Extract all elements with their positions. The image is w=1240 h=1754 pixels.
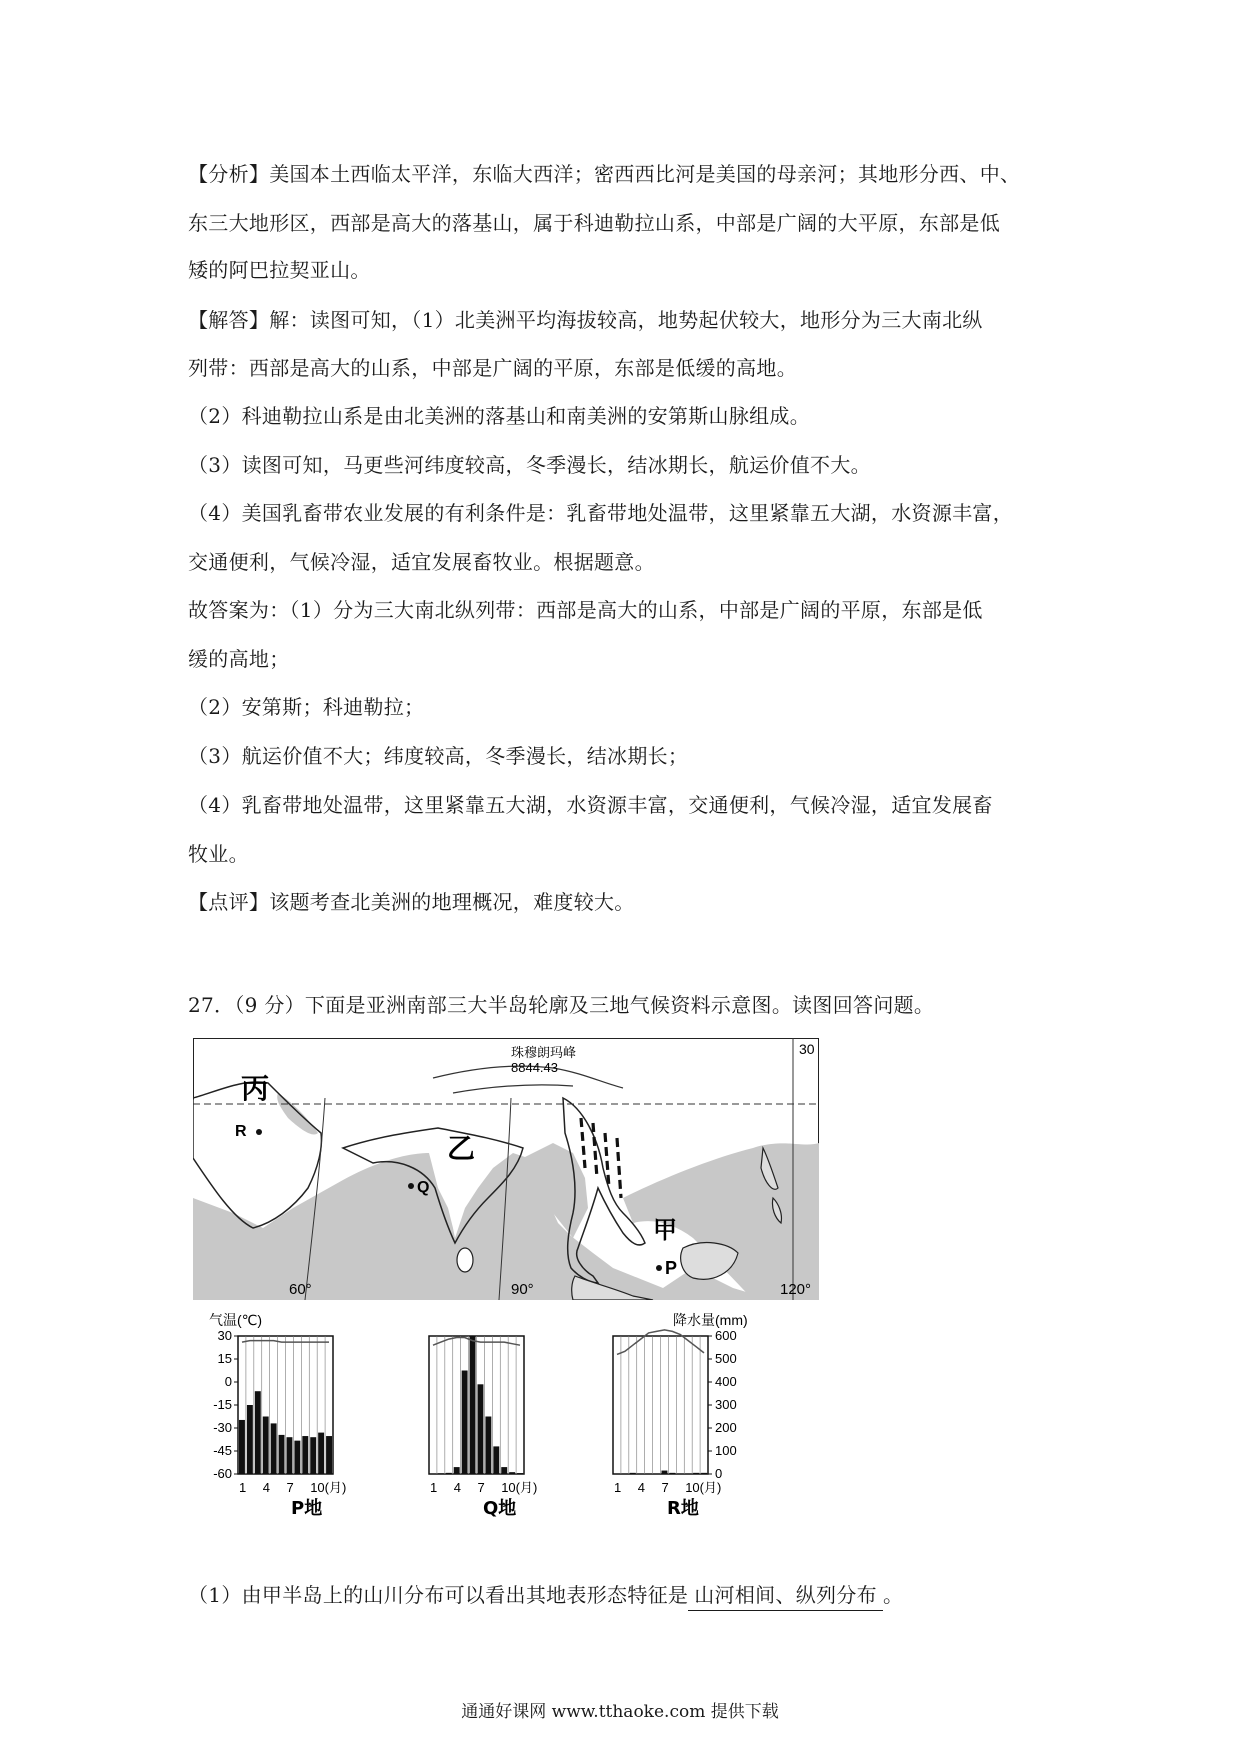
precip-bar (446, 1473, 452, 1474)
x-tick-label: 10(月) (685, 1480, 722, 1495)
precip-bar (462, 1371, 468, 1475)
x-tick-label: 10(月) (310, 1480, 347, 1495)
map-peak-height: 8844.43 (511, 1060, 558, 1075)
map-label-lon60: 60° (289, 1281, 312, 1298)
precip-bar (318, 1433, 324, 1474)
temp-tick-label: -15 (213, 1397, 232, 1412)
solution-label: 【解答】 (188, 308, 270, 332)
precip-bar (493, 1446, 499, 1474)
precip-bar (485, 1417, 491, 1475)
precip-bar (438, 1473, 444, 1474)
precip-bar (326, 1436, 332, 1474)
chart-R (613, 1328, 737, 1495)
analysis-line-1 (188, 159, 1020, 189)
solution-line-2: 列带：西部是高大的山系，中部是广阔的平原，东部是低缓的高地。 (188, 356, 797, 380)
precip-bar (287, 1437, 293, 1474)
comment-line (188, 887, 635, 917)
precip-bar (271, 1423, 277, 1474)
sub-question-1-suffix: 。 (882, 1583, 904, 1607)
precip-tick-label: 100 (715, 1443, 737, 1458)
answer-line-4: （3）航运价值不大；纬度较高，冬季漫长，结冰期长； (188, 744, 689, 768)
chart-title-R: R地 (667, 1498, 699, 1519)
precip-bar (662, 1471, 668, 1474)
map-label-yi: 乙 (447, 1133, 476, 1164)
point-R (256, 1129, 262, 1135)
analysis-line-3: 矮的阿巴拉契亚山。 (188, 258, 371, 282)
analysis-line-2: 东三大地形区，西部是高大的落基山，属于科迪勒拉山系，中部是广阔的大平原，东部是低 (188, 211, 1000, 235)
x-tick-label: 4 (637, 1480, 645, 1495)
precip-bar (501, 1467, 507, 1474)
map-label-Q: Q (417, 1179, 430, 1196)
precip-bar (454, 1467, 460, 1474)
answer-line-3: （2）安第斯；科迪勒拉； (188, 695, 425, 719)
answer-line-2: 缓的高地； (188, 647, 290, 671)
chart-title-Q: Q地 (483, 1498, 517, 1519)
solution-line-5: （4）美国乳畜带农业发展的有利条件是：乳畜带地处温带，这里紧靠五大湖，水资源丰富， (188, 501, 1014, 525)
sub-question-1-answer: 山河相间、纵列分布 (688, 1580, 883, 1611)
map-label-bing: 丙 (241, 1073, 270, 1104)
map-label-R: R (235, 1123, 247, 1140)
analysis-label: 【分析】 (188, 162, 270, 186)
answer-line-6: 牧业。 (188, 842, 249, 866)
precip-tick-label: 0 (715, 1466, 723, 1481)
chart-title-P: P地 (291, 1498, 323, 1519)
precip-tick-label: 500 (715, 1351, 737, 1366)
x-tick-label: 7 (286, 1480, 294, 1495)
x-tick-label: 4 (262, 1480, 270, 1495)
solution-text: 解：读图可知，（1）北美洲平均海拔较高，地势起伏较大，地形分为三大南北纵 (269, 308, 983, 332)
precip-bar (509, 1472, 515, 1474)
x-tick-label: 7 (661, 1480, 669, 1495)
temp-tick-label: 15 (217, 1351, 232, 1366)
map-peak-name: 珠穆朗玛峰 (511, 1045, 577, 1060)
point-P (656, 1265, 662, 1271)
precip-tick-label: 300 (715, 1397, 737, 1412)
precip-bar (294, 1441, 300, 1474)
map-label-lat30: 30 (799, 1041, 815, 1057)
x-tick-label: 1 (238, 1480, 247, 1495)
chart-Q (429, 1336, 537, 1495)
precip-axis-title: 降水量(mm) (673, 1312, 748, 1328)
precip-bar (247, 1405, 253, 1474)
precip-bar (478, 1384, 484, 1474)
precip-bar (630, 1473, 636, 1474)
solution-line-1 (188, 305, 983, 335)
precip-bar (279, 1435, 285, 1474)
map-label-P: P (665, 1258, 678, 1278)
page-footer: 通通好课网 www.tthaoke.com 提供下载 (461, 1702, 779, 1722)
point-Q (408, 1183, 414, 1189)
map-label-lon90: 90° (511, 1281, 534, 1298)
x-tick-label: 4 (453, 1480, 461, 1495)
precip-bar (701, 1473, 707, 1474)
precip-bar (239, 1420, 245, 1474)
temp-tick-label: 0 (224, 1374, 232, 1389)
x-tick-label: 10(月) (501, 1480, 538, 1495)
sub-question-1-prefix: （1）由甲半岛上的山川分布可以看出其地表形态特征是 (188, 1583, 689, 1607)
south-asia-map (193, 1038, 819, 1300)
question-27: 27．（9 分）下面是亚洲南部三大半岛轮廓及三地气候资料示意图。读图回答问题。 (188, 993, 935, 1017)
solution-line-6: 交通便利，气候冷湿，适宜发展畜牧业。根据题意。 (188, 550, 655, 574)
comment-text: 该题考查北美洲的地理概况，难度较大。 (269, 890, 635, 914)
solution-line-4: （3）读图可知，马更些河纬度较高，冬季漫长，结冰期长，航运价值不大。 (188, 453, 871, 477)
precip-bar (669, 1473, 675, 1474)
temp-tick-label: -45 (213, 1443, 232, 1458)
solution-line-3: （2）科迪勒拉山系是由北美洲的落基山和南美洲的安第斯山脉组成。 (188, 404, 811, 428)
temp-tick-label: 30 (217, 1328, 232, 1343)
chart-P (213, 1328, 346, 1495)
x-tick-label: 1 (613, 1480, 622, 1495)
precip-bar (470, 1336, 476, 1474)
x-tick-label: 7 (477, 1480, 485, 1495)
analysis-text: 美国本土西临太平洋，东临大西洋；密西西比河是美国的母亲河；其地形分西、中、 (269, 162, 1021, 186)
temp-axis-title: 气温(℃) (209, 1312, 263, 1328)
map-label-lon120: 120° (780, 1281, 812, 1298)
precip-bar (302, 1436, 308, 1474)
temp-tick-label: -60 (213, 1466, 232, 1481)
x-tick-label: 1 (429, 1480, 438, 1495)
precip-bar (310, 1437, 316, 1474)
precip-bar (693, 1473, 699, 1474)
comment-label: 【点评】 (188, 890, 270, 914)
sub-question-1 (188, 1580, 903, 1611)
temp-tick-label: -30 (213, 1420, 232, 1435)
precip-bar (263, 1417, 269, 1475)
precip-tick-label: 200 (715, 1420, 737, 1435)
answer-line-1: 故答案为：（1）分为三大南北纵列带：西部是高大的山系，中部是广阔的平原，东部是低 (188, 598, 983, 622)
climate-charts (193, 1310, 823, 1520)
precip-bar (517, 1473, 523, 1474)
answer-line-5: （4）乳畜带地处温带，这里紧靠五大湖，水资源丰富，交通便利，气候冷湿，适宜发展畜 (188, 793, 993, 817)
precip-tick-label: 600 (715, 1328, 737, 1343)
precip-bar (255, 1391, 261, 1474)
sri-lanka (457, 1248, 473, 1272)
map-label-jia: 甲 (653, 1217, 677, 1244)
precip-tick-label: 400 (715, 1374, 737, 1389)
